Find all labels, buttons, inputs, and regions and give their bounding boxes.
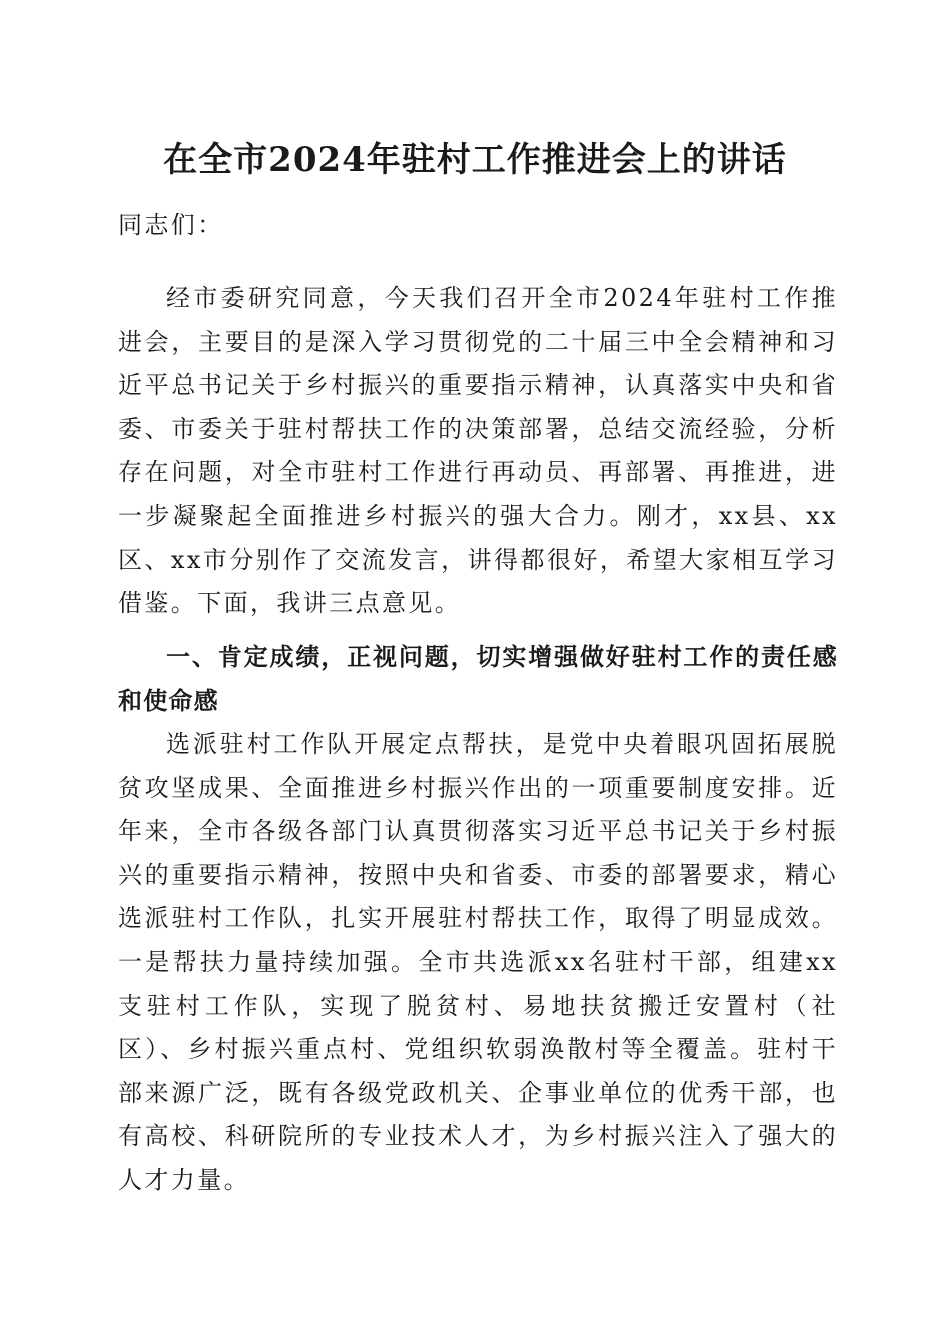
section-heading: 一、肯定成绩，正视问题，切实增强做好驻村工作的责任感和使命感 xyxy=(118,643,838,715)
section-paragraph: 选派驻村工作队开展定点帮扶，是党中央着眼巩固拓展脱贫攻坚成果、全面推进乡村振兴作出的一项重要制度安排。近年来，全市各级各部门认真贯彻落实习近平总书记关于乡村振兴的重要指示精神，按照中央和省委、市委的部署要求，精心选派驻村工作队，扎实开展驻村帮扶工作，取得了明显成效。一是帮扶力量持续加强。全市共选派xx名驻村干部，组建xx支驻村工作队，实现了脱贫村、易地扶贫搬迁安置村（社区）、乡村振兴重点村、党组织软弱涣散村等全覆盖。驻村干部来源广泛，既有各级党政机关、企事业单位的优秀干部，也有高校、科研院所的专业技术人才，为乡村振兴注入了强大的人才力量。 xyxy=(118,730,838,1194)
page-title: 在全市2024年驻村工作推进会上的讲话 xyxy=(163,140,787,180)
salutation: 同志们： xyxy=(118,211,224,239)
intro-paragraph: 经市委研究同意，今天我们召开全市2024年驻村工作推进会，主要目的是深入学习贯彻党的二十届三中全会精神和习近平总书记关于乡村振兴的重要指示精神，认真落实中央和省委、市委关于驻村帮扶工作的决策部署，总结交流经验，分析存在问题，对全市驻村工作进行再动员、再部署、再推进，进一步凝聚起全面推进乡村振兴的强大合力。刚才，xx县、xx区、xx市分别作了交流发言，讲得都很好，希望大家相互学习借鉴。下面，我讲三点意见。 xyxy=(118,284,838,618)
